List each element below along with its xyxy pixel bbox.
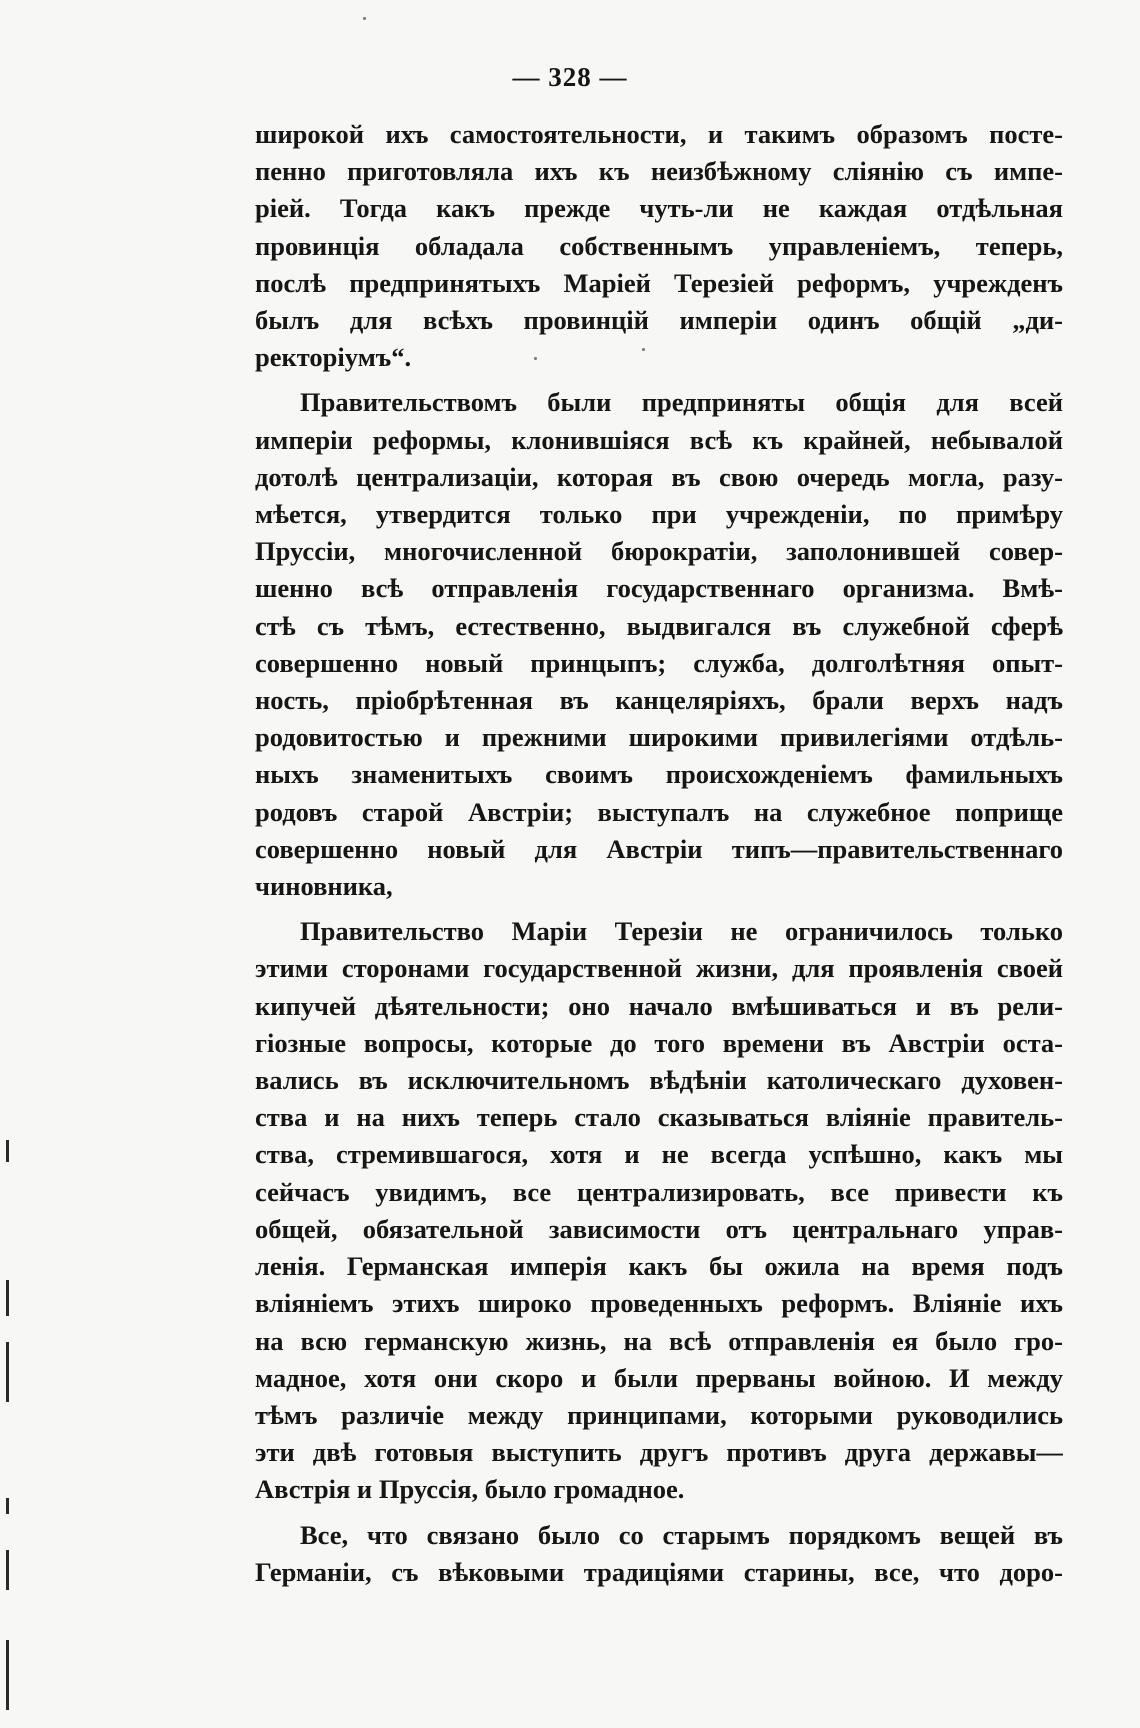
text-line: Австрiя и Пруссiя, было громадное. <box>255 1474 685 1505</box>
text-line: дотолѣ централизацiи, которая въ свою очередь могла, разу- <box>255 461 1063 492</box>
text-line: пенно приготовляла ихъ къ неизбѣжному слiянiю съ импе- <box>255 156 1063 187</box>
text-line: Все, что связано было со старымъ порядкомъ вещей въ <box>300 1519 1063 1550</box>
scan-speck <box>642 348 645 351</box>
text-line: влiянiемъ этихъ широко проведенныхъ реформъ. Влiянiе ихъ <box>255 1288 1063 1319</box>
scan-speck <box>363 17 366 20</box>
scan-mark <box>6 1342 9 1402</box>
text-line: вались въ исключительномъ вѣдѣнiи католическаго духовен- <box>255 1065 1063 1096</box>
text-line: общей, обязательной зависимости отъ центральнаго управ- <box>255 1213 1063 1244</box>
text-line: рiей. Тогда какъ прежде чуть-ли не каждая отдѣльная <box>255 193 1063 224</box>
scan-speck <box>534 357 537 360</box>
text-line: сейчасъ увидимъ, все централизировать, все привести къ <box>255 1176 1063 1207</box>
text-line: родовитостью и прежними широкими привилегiями отдѣль- <box>255 722 1063 753</box>
scan-mark <box>6 1640 9 1710</box>
scan-mark <box>6 1140 9 1162</box>
text-line: чиновника, <box>255 871 393 902</box>
text-line: на всю германскую жизнь, на всѣ отправленiя ея было гро- <box>255 1325 1063 1356</box>
text-line: шенно всѣ отправленiя государственнаго организма. Вмѣ- <box>255 573 1063 604</box>
text-line: Пруссiи, многочисленной бюрократiи, заполонившей совер- <box>255 536 1063 567</box>
paragraph-1 <box>255 116 1063 376</box>
text-line: Правительствомъ были предприняты общiя для всей <box>300 387 1063 418</box>
scan-mark <box>6 1550 9 1590</box>
text-line: широкой ихъ самостоятельности, и такимъ образомъ посте- <box>255 119 1063 149</box>
text-line: этими сторонами государственной жизни, для проявленiя своей <box>255 953 1063 984</box>
text-line: гiозные вопросы, которые до того времени въ Австрiи оста- <box>255 1027 1063 1058</box>
text-line: совершенно новый для Австрiи типъ—правительственнаго <box>255 833 1063 864</box>
paragraph-4 <box>255 1517 1063 1591</box>
text-line: ства и на нихъ теперь стало сказываться влiянiе правитель- <box>255 1102 1063 1133</box>
text-line: совершенно новый принцыпъ; служба, долголѣтняя опыт- <box>255 647 1063 678</box>
text-line: ректорiумъ“. <box>255 342 412 373</box>
scan-margin-marks <box>6 1080 12 1720</box>
text-line: мѣется, утвердится только при учрежденiи, по примѣру <box>255 499 1063 530</box>
text-line: эти двѣ готовыя выступить другъ противъ друга державы— <box>255 1437 1063 1468</box>
body-text <box>255 116 1063 1599</box>
text-line: кипучей дѣятельности; оно начало вмѣшиваться и въ рели- <box>255 990 1063 1021</box>
text-line: Германiи, съ вѣковыми традицiями старины, все, что доро- <box>255 1556 1063 1587</box>
scan-mark <box>6 1498 9 1514</box>
text-line: послѣ предпринятыхъ Марiей Терезiей реформъ, учрежденъ <box>255 267 1063 298</box>
text-line: былъ для всѣхъ провинцiй имперiи одинъ общiй „ди- <box>255 305 1063 336</box>
paragraph-2 <box>255 384 1063 905</box>
text-line: тѣмъ различiе между принципами, которыми руководились <box>255 1399 1063 1430</box>
paragraph-3 <box>255 913 1063 1508</box>
text-line: ныхъ знаменитыхъ своимъ происхожденiемъ фамильныхъ <box>255 759 1063 790</box>
text-line: стѣ съ тѣмъ, естественно, выдвигался въ служебной сферѣ <box>255 610 1063 641</box>
text-line: ства, стремившагося, хотя и не всегда успѣшно, какъ мы <box>255 1139 1063 1170</box>
text-line: Правительство Марiи Терезiи не ограничилось только <box>300 916 1063 947</box>
scan-mark <box>6 1280 9 1316</box>
text-line: родовъ старой Австрiи; выступалъ на служебное поприще <box>255 796 1063 827</box>
text-line: ленiя. Германская имперiя какъ бы ожила на время подъ <box>255 1251 1063 1282</box>
text-line: мадное, хотя они скоро и были прерваны войною. И между <box>255 1362 1063 1393</box>
page-number: — 328 — <box>512 62 628 92</box>
text-line: ность, прiобрѣтенная въ канцелярiяхъ, брали верхъ надъ <box>255 685 1063 716</box>
text-line: имперiи реформы, клонившiяся всѣ къ крайней, небывалой <box>255 424 1063 455</box>
text-line: провинцiя обладала собственнымъ управленiемъ, теперь, <box>255 230 1063 261</box>
